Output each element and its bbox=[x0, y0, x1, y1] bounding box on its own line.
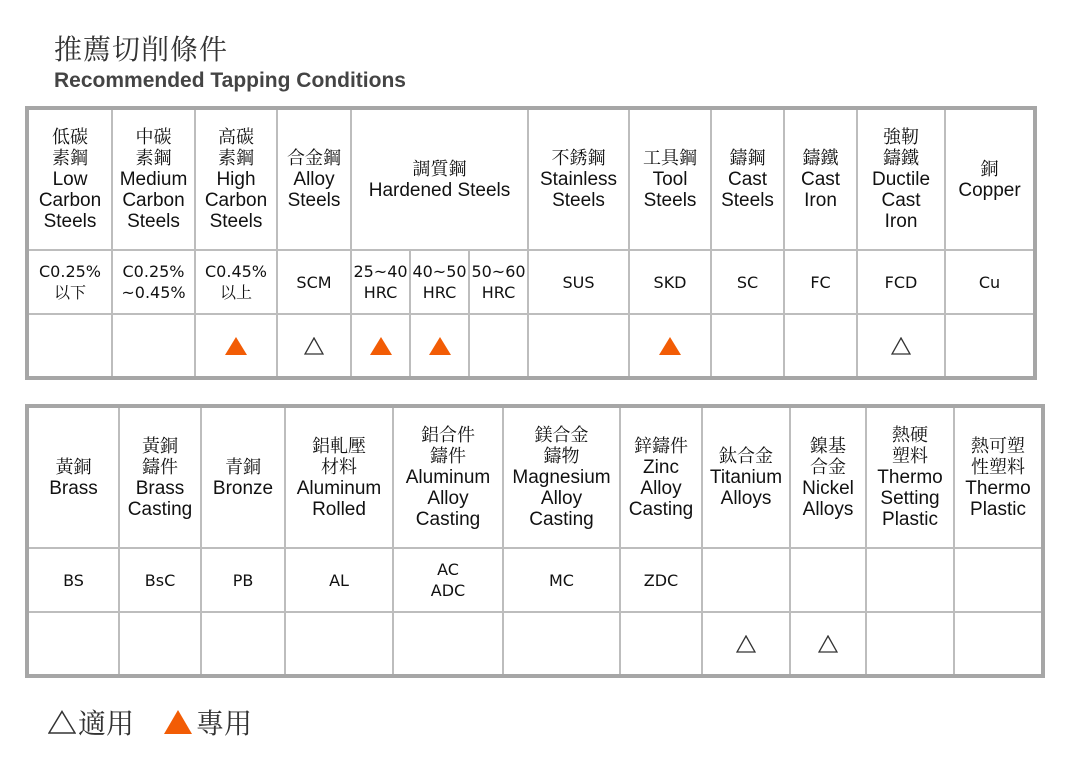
header-cell bbox=[351, 108, 528, 250]
header-en-label: Cast Steels bbox=[721, 169, 774, 211]
code-cell bbox=[711, 250, 784, 314]
mark-cell bbox=[528, 314, 629, 378]
header-cell bbox=[195, 108, 277, 250]
open-triangle-icon bbox=[48, 710, 76, 734]
code-cell bbox=[410, 250, 469, 314]
header-cell bbox=[112, 108, 195, 250]
header-cell bbox=[201, 406, 285, 548]
code-label: BsC bbox=[144, 570, 176, 590]
code-label: SC bbox=[736, 272, 759, 292]
code-cell bbox=[119, 548, 201, 612]
header-zh-label: 鋁軋壓 材料 bbox=[312, 435, 366, 478]
legend-dedicated bbox=[164, 702, 252, 742]
header-en-label: Alloy Steels bbox=[287, 169, 341, 211]
header-en-label: Brass Casting bbox=[127, 477, 193, 520]
header-cell bbox=[857, 108, 945, 250]
header-zh-label: 合金鋼 bbox=[287, 148, 341, 169]
code-label: C0.25% 以下 bbox=[39, 262, 101, 302]
header-zh-label: 工具鋼 bbox=[643, 148, 698, 169]
mark-cell bbox=[201, 612, 285, 676]
mark-cell bbox=[195, 314, 277, 378]
page-title-en: Recommended Tapping Conditions bbox=[54, 69, 406, 92]
header-cell bbox=[503, 406, 620, 548]
header-en-label: Cast Iron bbox=[800, 169, 841, 211]
mark-cell bbox=[351, 314, 410, 378]
header-zh-label: 黃銅 bbox=[55, 456, 92, 478]
header-en-label: Ductile Cast Iron bbox=[871, 169, 931, 232]
header-zh-label: 鑄鋼 bbox=[729, 148, 766, 169]
filled-triangle-icon bbox=[225, 337, 247, 355]
code-cell bbox=[469, 250, 528, 314]
code-cell bbox=[285, 548, 393, 612]
header-cell bbox=[784, 108, 857, 250]
open-triangle-icon bbox=[736, 635, 756, 653]
tapping-table-nonferrous bbox=[25, 404, 1045, 678]
mark-cell bbox=[393, 612, 503, 676]
legend-applicable bbox=[48, 702, 134, 742]
header-en-label: Tool Steels bbox=[643, 169, 697, 211]
header-zh-label: 青銅 bbox=[225, 456, 261, 478]
header-zh-label: 黃銅 鑄件 bbox=[142, 435, 178, 478]
open-triangle-icon bbox=[818, 635, 838, 653]
filled-triangle-icon bbox=[659, 337, 681, 355]
filled-triangle-icon bbox=[429, 337, 451, 355]
code-cell bbox=[277, 250, 351, 314]
code-cell bbox=[351, 250, 410, 314]
header-en-label: Thermo Setting Plastic bbox=[877, 467, 943, 530]
legend-applicable-label: 適用 bbox=[78, 707, 135, 740]
mark-cell bbox=[469, 314, 528, 378]
header-cell bbox=[620, 406, 702, 548]
code-cell bbox=[195, 250, 277, 314]
header-en-label: Bronze bbox=[212, 477, 274, 499]
code-label: ZDC bbox=[643, 570, 679, 590]
mark-cell bbox=[410, 314, 469, 378]
header-cell bbox=[866, 406, 954, 548]
header-zh-label: 中碳 素鋼 bbox=[135, 127, 172, 169]
mark-cell bbox=[27, 612, 119, 676]
code-label: AC ADC bbox=[430, 560, 466, 600]
code-label: Cu bbox=[978, 272, 1001, 292]
header-en-label: Medium Carbon Steels bbox=[119, 169, 188, 232]
header-cell bbox=[27, 406, 119, 548]
code-label: MC bbox=[549, 570, 574, 590]
header-zh-label: 熱硬 塑料 bbox=[892, 425, 928, 467]
header-zh-label: 鎂合金 鑄物 bbox=[534, 425, 589, 467]
code-cell bbox=[27, 250, 112, 314]
header-zh-label: 銅 bbox=[980, 158, 999, 180]
mark-cell bbox=[503, 612, 620, 676]
open-triangle-icon bbox=[891, 337, 911, 355]
header-en-label: Copper bbox=[958, 179, 1021, 201]
code-label: SUS bbox=[562, 272, 595, 292]
header-cell bbox=[528, 108, 629, 250]
header-cell bbox=[711, 108, 784, 250]
code-cell bbox=[866, 548, 954, 612]
header-en-label: Titanium Alloys bbox=[709, 467, 783, 509]
header-cell bbox=[790, 406, 866, 548]
filled-triangle-icon bbox=[370, 337, 392, 355]
header-cell bbox=[285, 406, 393, 548]
header-zh-label: 鋁合件 鑄件 bbox=[421, 425, 475, 467]
header-cell bbox=[119, 406, 201, 548]
header-en-label: Stainless Steels bbox=[539, 169, 618, 211]
code-label: 25~40 HRC bbox=[353, 262, 408, 302]
mark-cell bbox=[857, 314, 945, 378]
header-cell bbox=[27, 108, 112, 250]
code-label: 50~60 HRC bbox=[471, 262, 526, 302]
code-label: C0.25% ~0.45% bbox=[121, 262, 186, 302]
header-cell bbox=[945, 108, 1035, 250]
code-cell bbox=[702, 548, 790, 612]
header-zh-label: 調質鋼 bbox=[412, 158, 467, 180]
code-cell bbox=[503, 548, 620, 612]
code-label: FC bbox=[810, 272, 831, 292]
code-cell bbox=[27, 548, 119, 612]
mark-cell bbox=[790, 612, 866, 676]
header-cell bbox=[393, 406, 503, 548]
code-label: SCM bbox=[296, 272, 332, 292]
mark-cell bbox=[285, 612, 393, 676]
code-cell bbox=[857, 250, 945, 314]
legend bbox=[48, 702, 282, 742]
header-zh-label: 鑄鐵 bbox=[802, 148, 839, 169]
header-zh-label: 不銹鋼 bbox=[551, 148, 606, 169]
code-label: FCD bbox=[884, 272, 918, 292]
code-cell bbox=[954, 548, 1043, 612]
header-zh-label: 鎳基 合金 bbox=[810, 435, 846, 478]
filled-triangle-icon bbox=[164, 710, 192, 734]
header-en-label: Brass bbox=[49, 477, 98, 499]
mark-cell bbox=[702, 612, 790, 676]
mark-cell bbox=[629, 314, 711, 378]
header-zh-label: 鈦合金 bbox=[719, 446, 773, 467]
header-en-label: Aluminum Rolled bbox=[296, 477, 382, 520]
mark-cell bbox=[784, 314, 857, 378]
code-label: BS bbox=[63, 570, 84, 590]
header-zh-label: 鋅鑄件 bbox=[634, 435, 688, 457]
mark-cell bbox=[277, 314, 351, 378]
mark-cell bbox=[711, 314, 784, 378]
header-en-label: Low Carbon Steels bbox=[38, 169, 102, 232]
code-cell bbox=[620, 548, 702, 612]
mark-cell bbox=[620, 612, 702, 676]
code-cell bbox=[528, 250, 629, 314]
mark-cell bbox=[112, 314, 195, 378]
code-cell bbox=[945, 250, 1035, 314]
code-cell bbox=[393, 548, 503, 612]
header-en-label: Magnesium Alloy Casting bbox=[512, 467, 611, 530]
code-cell bbox=[112, 250, 195, 314]
header-cell bbox=[629, 108, 711, 250]
code-label: PB bbox=[232, 570, 254, 590]
header-en-label: Thermo Plastic bbox=[965, 477, 1031, 520]
legend-dedicated-label: 專用 bbox=[196, 707, 253, 740]
header-cell bbox=[954, 406, 1043, 548]
header-zh-label: 低碳 素鋼 bbox=[52, 127, 88, 169]
header-zh-label: 熱可塑 性塑料 bbox=[971, 435, 1025, 478]
header-en-label: Hardened Steels bbox=[368, 179, 511, 201]
header-en-label: High Carbon Steels bbox=[204, 169, 268, 232]
tapping-table-steels bbox=[25, 106, 1037, 380]
mark-cell bbox=[119, 612, 201, 676]
mark-cell bbox=[945, 314, 1035, 378]
code-label: 40~50 HRC bbox=[412, 262, 467, 302]
mark-cell bbox=[866, 612, 954, 676]
header-en-label: Aluminum Alloy Casting bbox=[405, 467, 491, 530]
code-cell bbox=[784, 250, 857, 314]
code-cell bbox=[201, 548, 285, 612]
code-label: SKD bbox=[653, 272, 687, 292]
page-title-zh: 推薦切削條件 bbox=[54, 33, 229, 66]
header-zh-label: 高碳 素鋼 bbox=[218, 127, 254, 169]
code-cell bbox=[629, 250, 711, 314]
header-en-label: Nickel Alloys bbox=[802, 477, 854, 520]
header-en-label: Zinc Alloy Casting bbox=[628, 456, 694, 520]
open-triangle-icon bbox=[304, 337, 324, 355]
header-zh-label: 強靭 鑄鐵 bbox=[883, 127, 920, 169]
code-label: C0.45% 以上 bbox=[205, 262, 267, 302]
code-cell bbox=[790, 548, 866, 612]
header-cell bbox=[277, 108, 351, 250]
mark-cell bbox=[27, 314, 112, 378]
header-cell bbox=[702, 406, 790, 548]
code-label: AL bbox=[329, 570, 349, 590]
mark-cell bbox=[954, 612, 1043, 676]
